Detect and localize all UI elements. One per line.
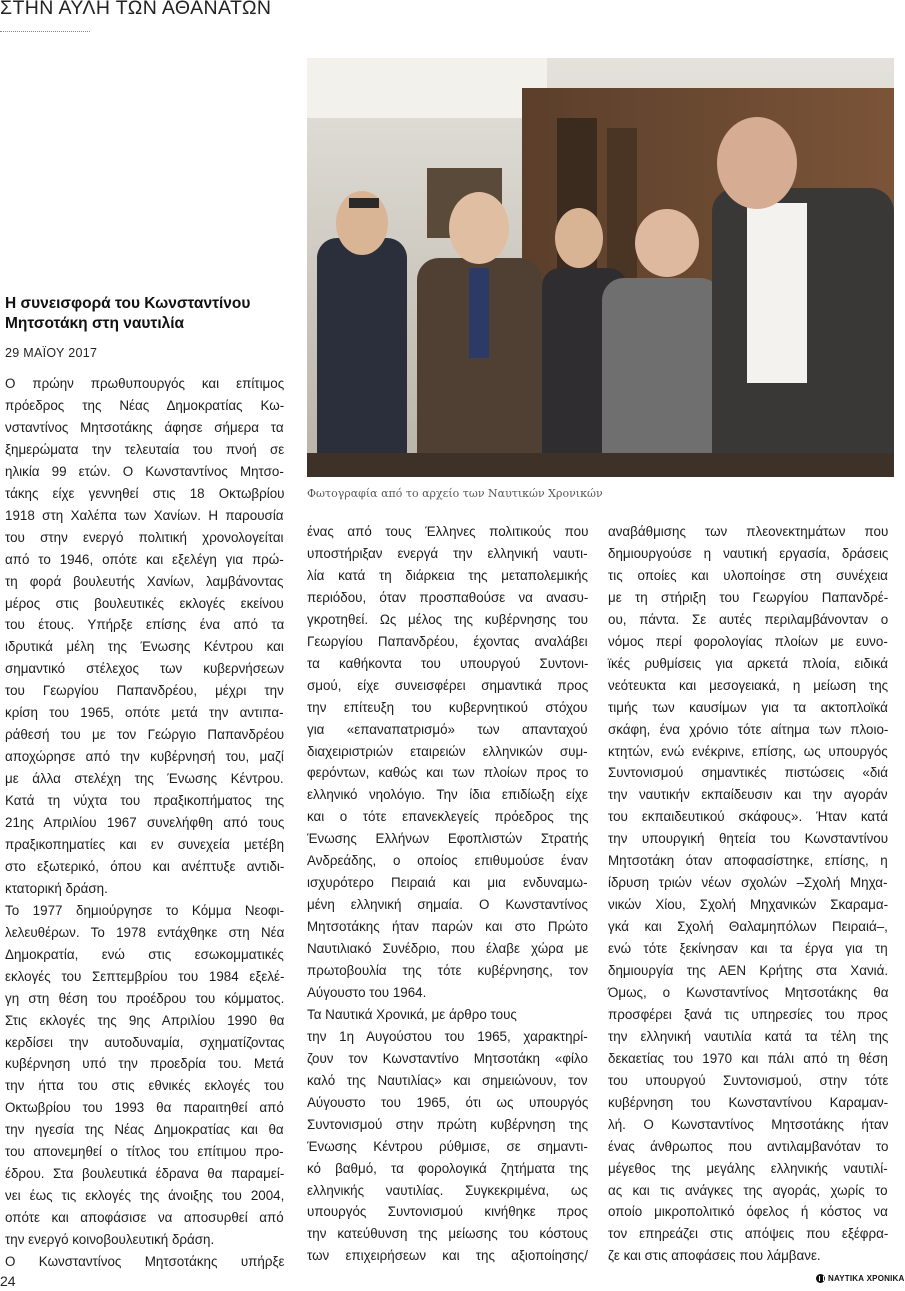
article-text-line: ίδρυση τριών νέων σχολών –Σχολή Μηχα-	[608, 875, 888, 891]
article-text-line: Μητσοτάκης ήταν παρών και στο Πρώτο	[307, 919, 588, 935]
article-text-line: για «επαναπατρισμό» των απανταχού	[307, 721, 588, 737]
article-text-line: ϊκές ρυθμίσεις για αρκετά πλοία, ειδικά	[608, 655, 888, 671]
article-text-line: Το 1977 δημιούργησε το Κόμμα Νεοφι-	[5, 902, 285, 918]
article-text-line: ζε και στις αποφάσεις που λάμβανε.	[608, 1248, 821, 1264]
article-text-line: την ναυτικήν εκπαίδευσιν και την αγοράν	[608, 787, 888, 803]
article-text-line: μένη ελληνική σημαία. Ο Κωνσταντίνος	[307, 897, 588, 913]
article-text-line: Στις εκλογές της 9ης Απριλίου 1990 θα	[5, 1012, 285, 1028]
article-text-line: του έτους. Υπήρξε επίσης ένα από τα	[5, 617, 285, 633]
article-text-line: 1918 στη Χαλέπα των Χανίων. Η παρουσία	[5, 507, 284, 523]
article-text-line: Μητσοτάκη όταν αποφασίστηκε, επίσης, η	[608, 853, 888, 869]
article-text-line: κυβέρνηση του Κωνσταντίνου Καραμαν-	[608, 1094, 889, 1110]
article-text-line: κό βαθμό, τα φορολογικά ζητήματα της	[307, 1160, 589, 1176]
brand-logo-icon	[816, 1274, 825, 1283]
article-text-line: των επιχειρήσεων και της αξιοποίησης/	[307, 1248, 588, 1264]
article-text-line: κυβέρνηση υπό την προεδρία του. Μετά	[5, 1056, 284, 1072]
article-text-line: Ανδρεάδης, ο οποίος επιθυμούσε έναν	[307, 853, 588, 869]
article-text-line: ου, πάντα. Σε αυτές περιλαμβάνονταν ο	[608, 611, 889, 627]
article-text-line: με τη στήριξη του Γεωργίου Παπανδρέ-	[608, 589, 889, 605]
article-text-line: ας και τις ανάγκες της αγοράς, χωρίς το	[608, 1182, 888, 1198]
article-text-line: από το 1946, οπότε και εξελέγη για πρώ-	[5, 551, 284, 567]
article-text-line: την ηγεσία της Νέας Δημοκρατίας και θα	[5, 1122, 284, 1138]
article-text-line: υπουργός Συντονισμού κινήθηκε προς	[307, 1204, 588, 1220]
article-text-line: την επίτευξη του κυβερνητικού στόχου	[307, 699, 588, 715]
photo-caption: Φωτογραφία από το αρχείο των Ναυτικών Χρονικών	[307, 487, 603, 500]
article-text-line: τις οποίες και υλοποίησε στη συνέχεια	[608, 567, 888, 583]
article-text-line: προσφέρει ξανά τις υπηρεσίες του προς	[608, 1006, 888, 1022]
article-text-line: Αύγουστο του 1965, ότι ως υπουργός	[307, 1094, 589, 1110]
article-text-line: ελληνικό νηολόγιο. Την ίδια επιδίωξη είχε	[307, 787, 588, 803]
article-text-line: ηλικία 99 ετών. Ο Κωνσταντίνος Μητσο-	[5, 463, 284, 479]
article-text-line: ισχυρότερο Πειραιά και μια ενδυναμω-	[307, 875, 588, 891]
article-text-line: Συντονισμού σημαντικές πιστώσεις «διά	[608, 765, 888, 781]
article-text-line: νικών Χίου, Σχολή Μηχανικών Σκαραμα-	[608, 897, 889, 913]
article-text-line: τη φορά βουλευτής Χανίων, λαμβάνοντας	[5, 573, 284, 589]
article-text-line: Δημοκρατία, ενώ στις εσωκομματικές	[5, 946, 284, 962]
section-divider	[0, 31, 90, 32]
article-text-line: έδρου. Στα βουλευτικά έδρανα θα παραμεί-	[5, 1166, 285, 1182]
article-text-line: την 1η Αυγούστου του 1965, χαρακτηρί-	[307, 1028, 588, 1044]
article-text-line: Όμως, ο Κωνσταντίνος Μητσοτάκης θα	[608, 984, 889, 1000]
article-text-line: ένας από τους Έλληνες πολιτικούς που	[307, 524, 589, 539]
article-text-line: κτατορική δράση.	[5, 880, 108, 896]
article-text-line: κτητών, ενώ ενέκρινε, επίσης, ως υπουργός	[608, 743, 888, 759]
article-text-line: και ο τότε επανεκλεγείς πρόεδρος της	[307, 809, 589, 825]
article-text-line: 21ης Απριλίου 1967 συνελήφθη από τους	[5, 815, 285, 830]
article-text-line: με άλλα στελέχη της Ένωσης Κέντρου.	[5, 771, 284, 787]
article-photo	[307, 58, 894, 477]
article-text-line: γη στη θέση του προέδρου του κόμματος.	[5, 990, 285, 1006]
article-text-line: Ο πρώην πρωθυπουργός και επίτιμος	[5, 376, 285, 391]
article-text-line: γκροτηθεί. Ως μέλος της κυβέρνησης του	[307, 611, 588, 627]
article-text-line: Συντονισμού στην πρώτη κυβέρνηση της	[307, 1116, 589, 1132]
article-text-line: Ναυτιλιακό Συνέδριο, που έλαβε χώρα με	[307, 941, 589, 957]
article-text-line: νεότευκτα και μεσογειακά, η μείωση της	[608, 677, 889, 693]
article-text-line: Ο Κωνσταντίνος Μητσοτάκης υπήρξε	[5, 1254, 285, 1269]
article-text-line: περιόδου, όταν προσπαθούσε να ανασυ-	[307, 589, 589, 605]
section-title: ΣΤΗΝ ΑΥΛΗ ΤΩΝ ΑΘΑΝΑΤΩΝ	[0, 0, 272, 19]
article-text-line: την υπουργική θητεία του Κωνσταντίνου	[608, 831, 889, 847]
article-text-line: τα καθήκοντα του υπουργού Συντονι-	[307, 655, 589, 671]
article-text-line: νει έως τις εκλογές της άνοιξης του 2004,	[5, 1188, 285, 1204]
article-text-line: ελληνικής ναυτιλίας. Συγκεκριμένα, ως	[307, 1182, 588, 1198]
article-text-line: σημαντικό στέλεχος των κυβερνήσεων	[5, 661, 285, 677]
article-text-line: οποίο μικροπολιτικό όφελος ή κόστος να	[608, 1204, 888, 1220]
article-text-line: διαχειριστριών εταιρειών ελληνικών συμ-	[307, 743, 588, 759]
article-text-line: μέγεθος της μεγάλης ελληνικής ναυτιλί-	[608, 1160, 888, 1176]
article-text-line: λελευθέρων. Το 1978 εντάχθηκε στη Νέα	[5, 924, 285, 940]
article-text-line: Ένωσης Ελλήνων Εφοπλιστών Στρατής	[307, 831, 589, 847]
article-text-line: νόμος περί φορολογίας πλοίων με ευνο-	[608, 633, 888, 649]
politicians-group-photo	[307, 58, 894, 477]
article-text-line: δεκαετίας του 1970 και πάλι από τη θέση	[608, 1050, 888, 1066]
article-text-line: πρωτοβουλία της τότε κυβέρνησης, τον	[307, 963, 589, 978]
headline-line: Η συνεισφορά του Κωνσταντίνου	[5, 295, 251, 312]
article-text-line: υποστήριξαν ενεργά την ελληνική ναυτι-	[307, 545, 588, 561]
article-text-line: τιμής των καυσίμων για τα ακτοπλοϊκά	[608, 699, 888, 715]
article-headline	[5, 294, 295, 334]
article-text-line: Κατά τη νύχτα του πραξικοπήματος της	[5, 793, 285, 809]
article-text-line: σμού, είχε συνεισφέρει σημαντικά προς	[307, 677, 589, 693]
article-text-line: φερόντων, καθώς και των πλοίων προς το	[307, 765, 589, 781]
article-text-line: μέρος στις βουλευτικές εκλογές εκείνου	[5, 595, 284, 611]
article-text-line: νσταντίνος Μητσοτάκης άφησε σήμερα τα	[5, 419, 284, 435]
article-text-line: οπότε και αποφάσισε να αποσυρθεί από	[5, 1210, 284, 1226]
article-text-line: την ενεργό κοινοβουλευτική δράση.	[5, 1232, 215, 1248]
article-text-line: ζουν τον Κωνσταντίνο Μητσοτάκη «φίλο	[307, 1050, 588, 1066]
article-text-line: του απονεμηθεί ο τίτλος του επίτιμου προ-	[5, 1144, 284, 1160]
article-text-line: τον επηρεάζει στις απόψεις που εξέφρα-	[608, 1226, 889, 1242]
article-text-line: του υπουργού Συντονισμού, στην τότε	[608, 1072, 889, 1088]
article-text-line: κερδίσει την αυτοδυναμία, σχηματίζοντας	[5, 1034, 285, 1050]
brand-name: ΝΑΥΤΙΚΑ ΧΡΟΝΙΚΑ	[828, 1274, 905, 1283]
article-text-line: ξημερώματα την τελευταία του πνοή σε	[5, 441, 285, 457]
article-text-line: καλό της Ναυτιλίας» και σημειώνουν, τον	[307, 1072, 588, 1088]
article-text-line: πραξικοπηματίες και εν συνεχεία μετέβη	[5, 836, 285, 852]
article-text-line: ενώ τότε ξεκίνησαν και τα έργα για τη	[608, 941, 888, 957]
article-text-line: δημιουργούσε η ναυτική εργασία, δράσεις	[608, 545, 889, 561]
article-text-line: κρίση του 1965, οπότε μετά την αντιπα-	[5, 705, 284, 721]
article-text-line: σκάφη, ένα χρόνιο τότε αίτημα των πλοιο-	[608, 721, 889, 737]
article-text-line: τάκης είχε γεννηθεί στις 18 Οκτωβρίου	[5, 485, 285, 501]
article-date: 29 ΜΑΪΟΥ 2017	[5, 346, 98, 360]
article-text-line: στο εξωτερικό, όπου και ανέπτυξε αντιδι-	[5, 858, 285, 874]
article-text-line: του εκπαιδευτικού σκάφους». Ήταν κατά	[608, 809, 888, 825]
article-text-line: Ένωσης Κέντρου ρύθμισε, σε σημαντι-	[307, 1138, 588, 1154]
article-text-line: την κατεύθυνση της μείωσης του κόστους	[307, 1226, 588, 1242]
article-text-line: Τα Ναυτικά Χρονικά, με άρθρο τους	[307, 1006, 517, 1022]
article-text-line: Οκτωβρίου του 1993 θα παραιτηθεί από	[5, 1100, 284, 1116]
article-text-line: εκλογές του Σεπτεμβρίου του 1984 εξελέ-	[5, 968, 285, 984]
article-text-line: αναβάθμισης των πλεονεκτημάτων που	[608, 524, 889, 539]
page-number: 24	[0, 1273, 16, 1289]
headline-line: Μητσοτάκη στη ναυτιλία	[5, 315, 185, 332]
brand-footer	[816, 1274, 905, 1283]
article-text-line: αποχώρησε από την κυβέρνησή του, μαζί	[5, 749, 284, 765]
article-text-line: λή. Ο Κωνσταντίνος Μητσοτάκης ήταν	[608, 1116, 889, 1132]
article-text-line: την ήττα του στις εθνικές εκλογές του	[5, 1078, 284, 1094]
article-text-line: του Γεωργίου Παπανδρέου, μέχρι την	[5, 683, 284, 699]
article-text-line: Αύγουστο του 1964.	[307, 984, 427, 1000]
article-text-line: του στην ενεργό πολιτική χρονολογείται	[5, 529, 284, 545]
article-text-line: ράθεσή του με τον Γεώργιο Παπανδρέου	[5, 727, 285, 743]
article-text-line: ιδρυτικά μέλη της Ένωσης Κέντρου και	[5, 639, 284, 655]
article-text-line: ένας άνθρωπος που αντιλαμβανόταν το	[608, 1138, 889, 1154]
article-text-line: Γεωργίου Παπανδρέου, έχοντας αναλάβει	[307, 633, 588, 649]
article-text-line: την ελληνική ναυτιλία κατά τα τέλη της	[608, 1028, 889, 1044]
article-text-line: γκά και Σχολή Θαλαμηπόλων Πειραιά–,	[608, 919, 888, 935]
article-text-line: δημιουργία της ΑΕΝ Κρήτης στα Χανιά.	[608, 963, 889, 978]
article-text-line: λία κατά τη διάρκεια της μεταπολεμικής	[307, 567, 588, 583]
article-text-line: πρόεδρος της Νέας Δημοκρατίας Κω-	[5, 397, 285, 413]
